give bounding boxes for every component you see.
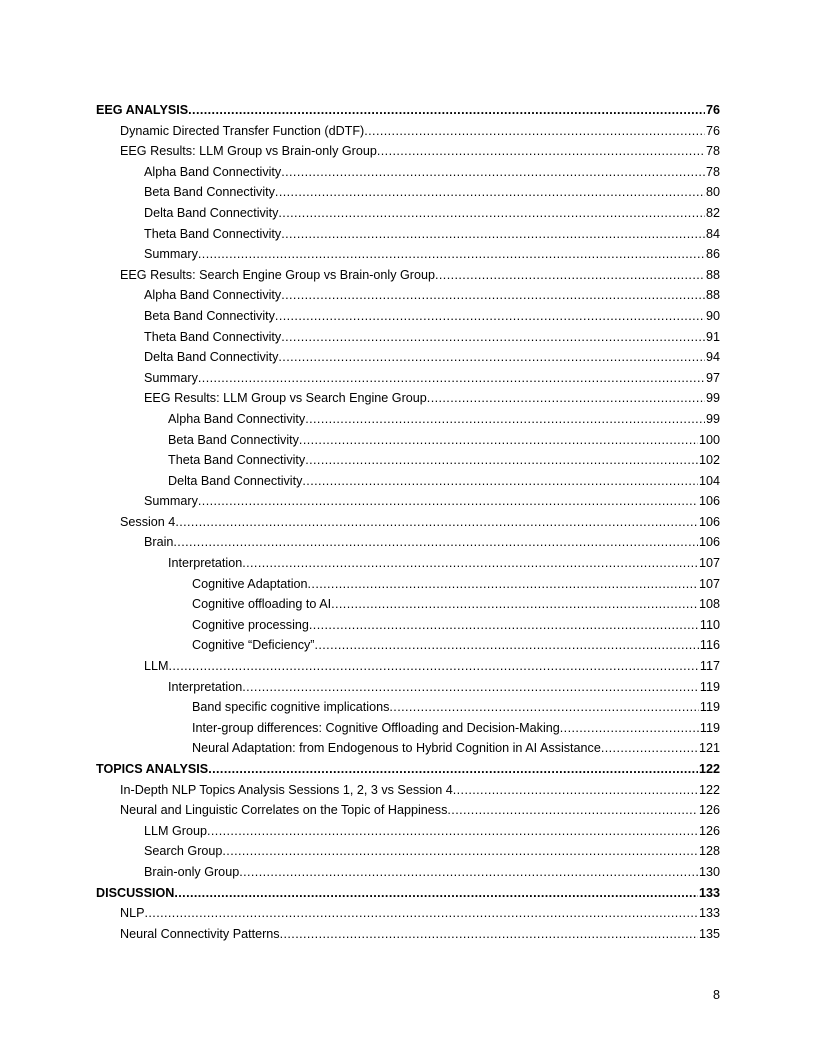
toc-entry-title: Brain: [144, 535, 174, 550]
toc-entry-page: 97: [705, 370, 720, 385]
toc-entry-page: 110: [699, 617, 720, 632]
toc-entry[interactable]: [96, 388, 720, 409]
dot-leader: [305, 450, 698, 471]
toc-entry-page: 119: [699, 679, 720, 694]
dot-leader: [242, 553, 698, 574]
toc-entry-page: 122: [698, 782, 720, 797]
toc-entry[interactable]: [96, 347, 720, 368]
toc-entry[interactable]: [96, 306, 720, 327]
toc-entry-title: Delta Band Connectivity: [144, 350, 279, 365]
dot-leader: [222, 841, 698, 862]
toc-entry[interactable]: [96, 265, 720, 286]
toc-entry[interactable]: [96, 100, 720, 121]
toc-entry[interactable]: [96, 594, 720, 615]
toc-entry-page: 82: [705, 205, 720, 220]
toc-entry[interactable]: [96, 327, 720, 348]
dot-leader: [435, 265, 705, 286]
toc-entry-title: Cognitive offloading to AI: [192, 597, 332, 612]
toc-entry-title: Theta Band Connectivity: [168, 453, 306, 468]
dot-leader: [281, 162, 705, 183]
toc-entry-title: EEG ANALYSIS: [96, 103, 189, 117]
toc-entry[interactable]: [96, 162, 720, 183]
toc-entry-title: DISCUSSION: [96, 885, 175, 900]
toc-entry[interactable]: [96, 800, 720, 821]
toc-entry-page: 106: [698, 514, 720, 529]
dot-leader: [377, 141, 705, 162]
toc-entry-title: LLM Group: [144, 823, 207, 838]
dot-leader: [281, 285, 705, 306]
toc-entry-page: 119: [699, 720, 720, 735]
toc-entry[interactable]: [96, 883, 720, 904]
toc-entry[interactable]: [96, 656, 720, 677]
dot-leader: [280, 924, 698, 945]
toc-entry-page: 76: [705, 103, 720, 117]
toc-entry-title: Neural and Linguistic Correlates on the Topic of Happiness: [120, 803, 448, 818]
toc-entry-title: Theta Band Connectivity: [144, 226, 282, 241]
dot-leader: [198, 368, 705, 389]
toc-entry-page: 76: [705, 123, 720, 138]
dot-leader: [275, 306, 705, 327]
toc-entry-title: Interpretation: [168, 679, 243, 694]
dot-leader: [278, 347, 705, 368]
toc-entry-title: LLM: [144, 659, 169, 674]
toc-entry[interactable]: [96, 430, 720, 451]
toc-entry[interactable]: [96, 512, 720, 533]
toc-entry[interactable]: [96, 224, 720, 245]
toc-entry-page: 117: [699, 659, 720, 674]
toc-entry-page: 126: [698, 803, 720, 818]
toc-entry-page: 78: [705, 144, 720, 159]
toc-entry-page: 104: [698, 473, 720, 488]
toc-entry-title: Search Group: [144, 844, 223, 859]
toc-entry-title: EEG Results: LLM Group vs Search Engine Group: [144, 391, 427, 406]
toc-entry[interactable]: [96, 677, 720, 698]
toc-entry-title: Interpretation: [168, 556, 243, 571]
toc-entry[interactable]: [96, 141, 720, 162]
dot-leader: [275, 182, 705, 203]
toc-entry[interactable]: [96, 285, 720, 306]
toc-entry[interactable]: [96, 821, 720, 842]
dot-leader: [364, 121, 705, 142]
toc-entry[interactable]: [96, 924, 720, 945]
toc-entry[interactable]: [96, 409, 720, 430]
toc-entry-title: Neural Connectivity Patterns: [120, 926, 280, 941]
toc-entry-page: 130: [698, 864, 720, 879]
toc-entry-page: 88: [705, 288, 720, 303]
dot-leader: [299, 430, 698, 451]
toc-entry-page: 106: [698, 535, 720, 550]
toc-entry[interactable]: [96, 841, 720, 862]
dot-leader: [198, 244, 705, 265]
toc-entry-page: 90: [705, 308, 720, 323]
dot-leader: [309, 615, 699, 636]
dot-leader: [281, 327, 705, 348]
dot-leader: [169, 656, 699, 677]
toc-entry-title: Beta Band Connectivity: [168, 432, 299, 447]
dot-leader: [188, 100, 705, 121]
toc-entry-title: Summary: [144, 370, 198, 385]
toc-entry[interactable]: [96, 862, 720, 883]
dot-leader: [174, 883, 698, 904]
toc-entry-page: 80: [705, 185, 720, 200]
dot-leader: [601, 738, 698, 759]
dot-leader: [560, 718, 699, 739]
toc-entry[interactable]: [96, 574, 720, 595]
toc-entry[interactable]: [96, 491, 720, 512]
dot-leader: [278, 203, 705, 224]
toc-entry-page: 106: [698, 494, 720, 509]
toc-entry-title: Alpha Band Connectivity: [144, 164, 282, 179]
toc-entry[interactable]: [96, 553, 720, 574]
toc-entry-title: Delta Band Connectivity: [144, 205, 279, 220]
toc-entry-title: Summary: [144, 247, 198, 262]
toc-entry-page: 128: [698, 844, 720, 859]
dot-leader: [175, 512, 698, 533]
toc-entry-title: Brain-only Group: [144, 864, 240, 879]
dot-leader: [427, 388, 705, 409]
toc-entry-title: Beta Band Connectivity: [144, 308, 275, 323]
toc-entry-title: Dynamic Directed Transfer Function (dDTF): [120, 123, 365, 138]
toc-entry-page: 122: [698, 762, 720, 776]
toc-entry-title: Neural Adaptation: from Endogenous to Hybrid Cognition in AI Assistance: [192, 741, 601, 756]
toc-entry[interactable]: [96, 203, 720, 224]
toc-entry[interactable]: [96, 121, 720, 142]
toc-entry-page: 94: [705, 350, 720, 365]
toc-entry-page: 107: [698, 556, 720, 571]
toc-entry-page: 116: [699, 638, 720, 653]
toc-entry[interactable]: [96, 759, 720, 780]
toc-entry-page: 84: [705, 226, 720, 241]
toc-entry[interactable]: [96, 532, 720, 553]
toc-entry[interactable]: [96, 368, 720, 389]
toc-entry-page: 86: [705, 247, 720, 262]
toc-entry[interactable]: [96, 182, 720, 203]
toc-entry-page: 121: [698, 741, 720, 756]
toc-entry-page: 133: [698, 885, 720, 900]
toc-entry[interactable]: [96, 718, 720, 739]
table-of-contents: [96, 100, 720, 944]
toc-entry-title: Band specific cognitive implications: [192, 700, 390, 715]
toc-entry-title: Alpha Band Connectivity: [168, 411, 306, 426]
toc-entry-title: Cognitive processing: [192, 617, 309, 632]
dot-leader: [145, 903, 698, 924]
dot-leader: [314, 635, 698, 656]
toc-entry-title: EEG Results: LLM Group vs Brain-only Group: [120, 144, 377, 159]
toc-entry-title: Cognitive Adaptation: [192, 576, 308, 591]
toc-entry[interactable]: [96, 471, 720, 492]
toc-entry-title: Summary: [144, 494, 198, 509]
toc-entry-page: 88: [705, 267, 720, 282]
dot-leader: [302, 471, 698, 492]
toc-entry-title: Session 4: [120, 514, 176, 529]
dot-leader: [239, 862, 698, 883]
page-number: 8: [712, 988, 720, 1002]
toc-entry-page: 108: [698, 597, 720, 612]
toc-entry-title: NLP: [120, 906, 145, 921]
toc-entry-page: 99: [705, 391, 720, 406]
toc-entry-page: 119: [699, 700, 720, 715]
toc-entry-page: 78: [705, 164, 720, 179]
dot-leader: [308, 574, 698, 595]
toc-entry-title: TOPICS ANALYSIS: [96, 762, 209, 776]
dot-leader: [389, 697, 699, 718]
toc-entry-page: 102: [698, 453, 720, 468]
toc-entry[interactable]: [96, 615, 720, 636]
toc-entry-title: In-Depth NLP Topics Analysis Sessions 1, 2, 3 vs Session 4: [120, 782, 453, 797]
toc-entry[interactable]: [96, 697, 720, 718]
toc-entry-page: 135: [698, 926, 720, 941]
dot-leader: [207, 821, 698, 842]
toc-entry[interactable]: [96, 635, 720, 656]
dot-leader: [453, 780, 698, 801]
toc-entry[interactable]: [96, 244, 720, 265]
dot-leader: [173, 532, 698, 553]
toc-entry-title: EEG Results: Search Engine Group vs Brain-only Group: [120, 267, 435, 282]
toc-entry-title: Alpha Band Connectivity: [144, 288, 282, 303]
toc-entry-page: 91: [705, 329, 720, 344]
toc-entry-page: 133: [698, 906, 720, 921]
dot-leader: [281, 224, 705, 245]
toc-entry-page: 126: [698, 823, 720, 838]
toc-entry-title: Beta Band Connectivity: [144, 185, 275, 200]
dot-leader: [331, 594, 698, 615]
dot-leader: [198, 491, 698, 512]
toc-entry-title: Theta Band Connectivity: [144, 329, 282, 344]
dot-leader: [208, 759, 698, 780]
toc-entry[interactable]: [96, 738, 720, 759]
toc-entry[interactable]: [96, 903, 720, 924]
dot-leader: [242, 677, 699, 698]
toc-entry-page: 100: [698, 432, 720, 447]
toc-entry[interactable]: [96, 780, 720, 801]
toc-entry-page: 107: [698, 576, 720, 591]
toc-entry-page: 99: [705, 411, 720, 426]
toc-entry[interactable]: [96, 450, 720, 471]
dot-leader: [305, 409, 705, 430]
toc-entry-title: Delta Band Connectivity: [168, 473, 303, 488]
toc-entry-title: Cognitive “Deficiency”: [192, 638, 315, 653]
toc-entry-title: Inter-group differences: Cognitive Offloading and Decision-Making: [192, 720, 560, 735]
dot-leader: [447, 800, 698, 821]
